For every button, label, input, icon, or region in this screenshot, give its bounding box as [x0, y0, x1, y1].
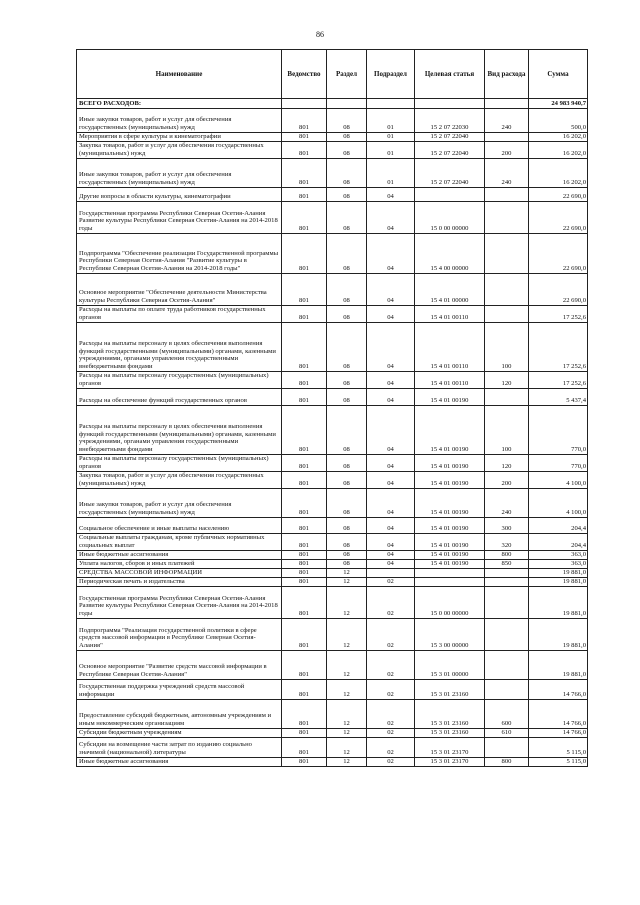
cell-section: 08	[327, 551, 367, 560]
cell-name: Расходы на выплаты персоналу в целях обеспечения выполнения функций государственными (муниципальными) органами, казенными учреждениями, органами управления государственными внебюджетными фондами	[77, 406, 282, 455]
cell-subsection: 02	[367, 729, 415, 738]
cell-target-item: 15 4 01 00190	[415, 455, 485, 472]
cell-name: Уплата налогов, сборов и иных платежей	[77, 560, 282, 569]
cell-target-item: 15 4 01 00110	[415, 306, 485, 323]
cell-name: Социальные выплаты гражданам, кроме публичных нормативных социальных выплат	[77, 534, 282, 551]
header-department: Ведомство	[282, 50, 327, 99]
cell-expense-type: 800	[485, 758, 529, 767]
cell-sum: 19 881,0	[529, 587, 588, 619]
cell-subsection: 04	[367, 202, 415, 234]
cell-target-item: 15 3 00 00000	[415, 619, 485, 651]
cell-section: 08	[327, 188, 367, 202]
cell-expense-type	[485, 202, 529, 234]
cell-name: Иные закупки товаров, работ и услуг для обеспечения государственных (муниципальных) нужд	[77, 489, 282, 518]
cell-name: Расходы на выплаты персоналу в целях обеспечения выполнения функций государственными (муниципальными) органами, казенными учреждениями, органами управления государственными внебюджетными фондами	[77, 323, 282, 372]
cell-target-item: 15 4 01 00190	[415, 389, 485, 406]
cell-sum: 5 115,0	[529, 738, 588, 758]
total-sum: 24 983 940,7	[529, 99, 588, 109]
cell-section: 08	[327, 323, 367, 372]
table-row	[77, 578, 588, 587]
cell-target-item: 15 4 01 00110	[415, 372, 485, 389]
cell-department: 801	[282, 274, 327, 306]
table-row	[77, 518, 588, 534]
cell-expense-type: 850	[485, 560, 529, 569]
cell-department: 801	[282, 159, 327, 188]
cell-subsection: 02	[367, 680, 415, 700]
table-row	[77, 569, 588, 578]
cell-target-item: 15 4 01 00190	[415, 551, 485, 560]
cell-expense-type: 300	[485, 518, 529, 534]
cell-sum: 22 690,0	[529, 188, 588, 202]
cell-target-item: 15 3 01 23170	[415, 758, 485, 767]
cell-section: 08	[327, 472, 367, 489]
header-subsection: Подраздел	[367, 50, 415, 99]
table-row	[77, 274, 588, 306]
cell-target-item: 15 4 01 00190	[415, 406, 485, 455]
cell-department: 801	[282, 109, 327, 133]
cell-sum: 22 690,0	[529, 274, 588, 306]
cell-target-item: 15 4 01 00190	[415, 472, 485, 489]
cell-subsection: 02	[367, 651, 415, 680]
cell-sum: 770,0	[529, 406, 588, 455]
cell-target-item: 15 0 00 00000	[415, 202, 485, 234]
table-row	[77, 534, 588, 551]
cell-department: 801	[282, 758, 327, 767]
header-target-item: Целевая статья	[415, 50, 485, 99]
cell-target-item: 15 0 00 00000	[415, 587, 485, 619]
cell-target-item	[415, 569, 485, 578]
cell-sum: 14 766,0	[529, 700, 588, 729]
table-row	[77, 455, 588, 472]
cell-section: 08	[327, 142, 367, 159]
table-row	[77, 680, 588, 700]
total-empty-cell	[415, 99, 485, 109]
cell-sum: 4 100,0	[529, 489, 588, 518]
cell-name: Государственная программа Республики Северная Осетия-Алания Развитие культуры Республики Северная Осетия-Алания на 2014-2018 годы	[77, 202, 282, 234]
cell-sum: 770,0	[529, 455, 588, 472]
cell-expense-type	[485, 133, 529, 142]
cell-department: 801	[282, 406, 327, 455]
total-empty-cell	[327, 99, 367, 109]
table-row	[77, 406, 588, 455]
cell-target-item: 15 2 07 22030	[415, 109, 485, 133]
cell-name: Основное мероприятие "Обеспечение деятельности Министерства культуры Республики Северная Осетия-Алания"	[77, 274, 282, 306]
cell-subsection: 04	[367, 455, 415, 472]
cell-target-item: 15 4 01 00190	[415, 489, 485, 518]
table-row	[77, 372, 588, 389]
cell-sum: 17 252,6	[529, 323, 588, 372]
cell-sum: 500,0	[529, 109, 588, 133]
cell-department: 801	[282, 518, 327, 534]
cell-sum: 14 766,0	[529, 680, 588, 700]
cell-expense-type	[485, 651, 529, 680]
cell-expense-type: 200	[485, 472, 529, 489]
cell-name: Основное мероприятие "Развитие средств массовой информации в Республике Северная Осетия-Алания"	[77, 651, 282, 680]
cell-section: 08	[327, 306, 367, 323]
cell-section: 12	[327, 758, 367, 767]
header-sum: Сумма	[529, 50, 588, 99]
cell-sum: 22 690,0	[529, 234, 588, 274]
cell-expense-type: 240	[485, 159, 529, 188]
cell-section: 08	[327, 406, 367, 455]
table-row	[77, 472, 588, 489]
cell-sum: 5 115,0	[529, 758, 588, 767]
cell-subsection: 01	[367, 109, 415, 133]
cell-name: Предоставление субсидий бюджетным, автономным учреждениям и иным некоммерческим организациям	[77, 700, 282, 729]
cell-department: 801	[282, 738, 327, 758]
cell-subsection: 04	[367, 489, 415, 518]
cell-subsection	[367, 569, 415, 578]
cell-subsection: 04	[367, 518, 415, 534]
cell-section: 08	[327, 560, 367, 569]
cell-target-item	[415, 188, 485, 202]
cell-expense-type	[485, 234, 529, 274]
cell-subsection: 04	[367, 406, 415, 455]
cell-sum: 22 690,0	[529, 202, 588, 234]
cell-name: Субсидии на возмещение части затрат по изданию социально значимой (национальной) литературы	[77, 738, 282, 758]
cell-expense-type: 800	[485, 551, 529, 560]
cell-name: Иные закупки товаров, работ и услуг для обеспечения государственных (муниципальных) нужд	[77, 159, 282, 188]
cell-subsection: 04	[367, 551, 415, 560]
cell-section: 08	[327, 234, 367, 274]
cell-section: 12	[327, 680, 367, 700]
cell-section: 08	[327, 455, 367, 472]
cell-name: Периодическая печать и издательства	[77, 578, 282, 587]
cell-department: 801	[282, 560, 327, 569]
table-row	[77, 729, 588, 738]
total-empty-cell	[485, 99, 529, 109]
cell-expense-type: 120	[485, 372, 529, 389]
cell-department: 801	[282, 142, 327, 159]
cell-department: 801	[282, 455, 327, 472]
cell-section: 12	[327, 569, 367, 578]
cell-department: 801	[282, 700, 327, 729]
table-header	[77, 50, 588, 99]
budget-table	[76, 49, 588, 767]
cell-department: 801	[282, 729, 327, 738]
cell-target-item: 15 4 01 00190	[415, 560, 485, 569]
cell-section: 08	[327, 534, 367, 551]
cell-department: 801	[282, 323, 327, 372]
cell-section: 08	[327, 133, 367, 142]
cell-subsection: 02	[367, 578, 415, 587]
cell-subsection: 02	[367, 758, 415, 767]
cell-name: Мероприятия в сфере культуры и кинематографии	[77, 133, 282, 142]
cell-sum: 16 202,0	[529, 142, 588, 159]
cell-name: Подпрограмма "Реализация государственной политики в сфере средств массовой информации в Республике Северная Осетия-Алания"	[77, 619, 282, 651]
cell-expense-type: 200	[485, 142, 529, 159]
cell-target-item: 15 3 01 00000	[415, 651, 485, 680]
cell-subsection: 04	[367, 306, 415, 323]
page-number: 86	[316, 30, 324, 39]
cell-section: 12	[327, 578, 367, 587]
cell-sum: 19 881,0	[529, 619, 588, 651]
cell-sum: 204,4	[529, 534, 588, 551]
cell-sum: 19 881,0	[529, 578, 588, 587]
cell-subsection: 04	[367, 534, 415, 551]
cell-subsection: 04	[367, 274, 415, 306]
cell-sum: 14 766,0	[529, 729, 588, 738]
table-row	[77, 651, 588, 680]
cell-target-item	[415, 578, 485, 587]
table-row	[77, 758, 588, 767]
cell-expense-type	[485, 389, 529, 406]
cell-expense-type	[485, 680, 529, 700]
cell-subsection: 01	[367, 142, 415, 159]
cell-target-item: 15 3 01 23160	[415, 700, 485, 729]
cell-expense-type: 240	[485, 109, 529, 133]
cell-target-item: 15 4 01 00190	[415, 518, 485, 534]
cell-department: 801	[282, 389, 327, 406]
cell-target-item: 15 2 07 22040	[415, 133, 485, 142]
cell-department: 801	[282, 534, 327, 551]
cell-section: 08	[327, 489, 367, 518]
cell-name: Расходы на обеспечение функций государственных органов	[77, 389, 282, 406]
cell-expense-type	[485, 578, 529, 587]
table-row	[77, 142, 588, 159]
cell-expense-type	[485, 569, 529, 578]
table-row	[77, 560, 588, 569]
table-row	[77, 109, 588, 133]
cell-expense-type: 120	[485, 455, 529, 472]
table-row	[77, 389, 588, 406]
cell-department: 801	[282, 619, 327, 651]
table-row	[77, 234, 588, 274]
cell-subsection: 02	[367, 619, 415, 651]
cell-section: 12	[327, 651, 367, 680]
header-section: Раздел	[327, 50, 367, 99]
cell-department: 801	[282, 651, 327, 680]
cell-sum: 16 202,0	[529, 133, 588, 142]
cell-department: 801	[282, 306, 327, 323]
table-row	[77, 700, 588, 729]
cell-expense-type: 600	[485, 700, 529, 729]
cell-department: 801	[282, 188, 327, 202]
cell-name: СРЕДСТВА МАССОВОЙ ИНФОРМАЦИИ	[77, 569, 282, 578]
cell-section: 08	[327, 274, 367, 306]
table-row	[77, 489, 588, 518]
table-row	[77, 188, 588, 202]
cell-target-item: 15 4 01 00110	[415, 323, 485, 372]
cell-target-item: 15 4 00 00000	[415, 234, 485, 274]
cell-expense-type: 240	[485, 489, 529, 518]
cell-subsection: 04	[367, 389, 415, 406]
cell-section: 08	[327, 202, 367, 234]
cell-section: 12	[327, 619, 367, 651]
cell-expense-type	[485, 587, 529, 619]
cell-name: Субсидии бюджетным учреждениям	[77, 729, 282, 738]
cell-name: Расходы на выплаты персоналу государственных (муниципальных) органов	[77, 372, 282, 389]
table-row	[77, 619, 588, 651]
cell-name: Социальное обеспечение и иные выплаты населению	[77, 518, 282, 534]
cell-name: Подпрограмма "Обеспечение реализации Государственной программы Республики Северная Осетия-Алания "Развитие культуры в Республике Северная Осетия-Алания на 2014-2018 годы"	[77, 234, 282, 274]
cell-name: Иные бюджетные ассигнования	[77, 758, 282, 767]
cell-section: 12	[327, 587, 367, 619]
cell-expense-type	[485, 306, 529, 323]
cell-expense-type: 100	[485, 406, 529, 455]
cell-target-item: 15 2 07 22040	[415, 159, 485, 188]
cell-target-item: 15 2 07 22040	[415, 142, 485, 159]
cell-name: Закупка товаров, работ и услуг для обеспечения государственных (муниципальных) нужд	[77, 142, 282, 159]
cell-department: 801	[282, 551, 327, 560]
cell-subsection: 02	[367, 738, 415, 758]
cell-sum: 363,0	[529, 560, 588, 569]
cell-section: 08	[327, 109, 367, 133]
total-label: ВСЕГО РАСХОДОВ:	[77, 99, 282, 109]
table-row	[77, 306, 588, 323]
cell-target-item: 15 4 01 00000	[415, 274, 485, 306]
cell-sum: 19 881,0	[529, 569, 588, 578]
cell-section: 08	[327, 518, 367, 534]
cell-sum: 4 100,0	[529, 472, 588, 489]
cell-name: Расходы на выплаты персоналу государственных (муниципальных) органов	[77, 455, 282, 472]
cell-subsection: 04	[367, 188, 415, 202]
table-row	[77, 323, 588, 372]
table-row	[77, 202, 588, 234]
cell-sum: 5 437,4	[529, 389, 588, 406]
cell-department: 801	[282, 202, 327, 234]
table-row	[77, 133, 588, 142]
cell-sum: 204,4	[529, 518, 588, 534]
cell-subsection: 01	[367, 133, 415, 142]
cell-subsection: 02	[367, 587, 415, 619]
cell-expense-type: 320	[485, 534, 529, 551]
cell-department: 801	[282, 472, 327, 489]
table-row	[77, 738, 588, 758]
table-row	[77, 551, 588, 560]
cell-section: 08	[327, 372, 367, 389]
cell-name: Государственная поддержка учреждений средств массовой информации	[77, 680, 282, 700]
cell-expense-type: 610	[485, 729, 529, 738]
cell-name: Государственная программа Республики Северная Осетия-Алания Развитие культуры Республики Северная Осетия-Алания на 2014-2018 годы	[77, 587, 282, 619]
cell-department: 801	[282, 578, 327, 587]
header-expense-type: Вид расхода	[485, 50, 529, 99]
cell-name: Другие вопросы в области культуры, кинематографии	[77, 188, 282, 202]
cell-subsection: 04	[367, 372, 415, 389]
cell-expense-type: 100	[485, 323, 529, 372]
cell-subsection: 04	[367, 472, 415, 489]
cell-subsection: 04	[367, 323, 415, 372]
cell-name: Иные закупки товаров, работ и услуг для обеспечения государственных (муниципальных) нужд	[77, 109, 282, 133]
total-row	[77, 99, 588, 109]
cell-section: 12	[327, 700, 367, 729]
cell-sum: 363,0	[529, 551, 588, 560]
cell-sum: 19 881,0	[529, 651, 588, 680]
cell-department: 801	[282, 587, 327, 619]
cell-department: 801	[282, 489, 327, 518]
cell-department: 801	[282, 133, 327, 142]
cell-target-item: 15 3 01 23160	[415, 680, 485, 700]
cell-section: 08	[327, 389, 367, 406]
cell-section: 12	[327, 738, 367, 758]
cell-expense-type	[485, 188, 529, 202]
cell-target-item: 15 3 01 23160	[415, 729, 485, 738]
cell-expense-type	[485, 274, 529, 306]
total-empty-cell	[367, 99, 415, 109]
cell-expense-type	[485, 738, 529, 758]
cell-target-item: 15 3 01 23170	[415, 738, 485, 758]
cell-sum: 17 252,6	[529, 372, 588, 389]
cell-subsection: 01	[367, 159, 415, 188]
cell-name: Расходы на выплаты по оплате труда работников государственных органов	[77, 306, 282, 323]
cell-sum: 17 252,6	[529, 306, 588, 323]
table-row	[77, 159, 588, 188]
cell-name: Иные бюджетные ассигнования	[77, 551, 282, 560]
cell-subsection: 02	[367, 700, 415, 729]
header-name: Наименование	[77, 50, 282, 99]
cell-department: 801	[282, 372, 327, 389]
cell-section: 12	[327, 729, 367, 738]
cell-subsection: 04	[367, 234, 415, 274]
cell-subsection: 04	[367, 560, 415, 569]
cell-expense-type	[485, 619, 529, 651]
table-row	[77, 587, 588, 619]
total-empty-cell	[282, 99, 327, 109]
cell-target-item: 15 4 01 00190	[415, 534, 485, 551]
table-body	[77, 99, 588, 767]
cell-section: 08	[327, 159, 367, 188]
cell-department: 801	[282, 569, 327, 578]
cell-department: 801	[282, 680, 327, 700]
cell-department: 801	[282, 234, 327, 274]
cell-name: Закупка товаров, работ и услуг для обеспечения государственных (муниципальных) нужд	[77, 472, 282, 489]
cell-sum: 16 202,0	[529, 159, 588, 188]
